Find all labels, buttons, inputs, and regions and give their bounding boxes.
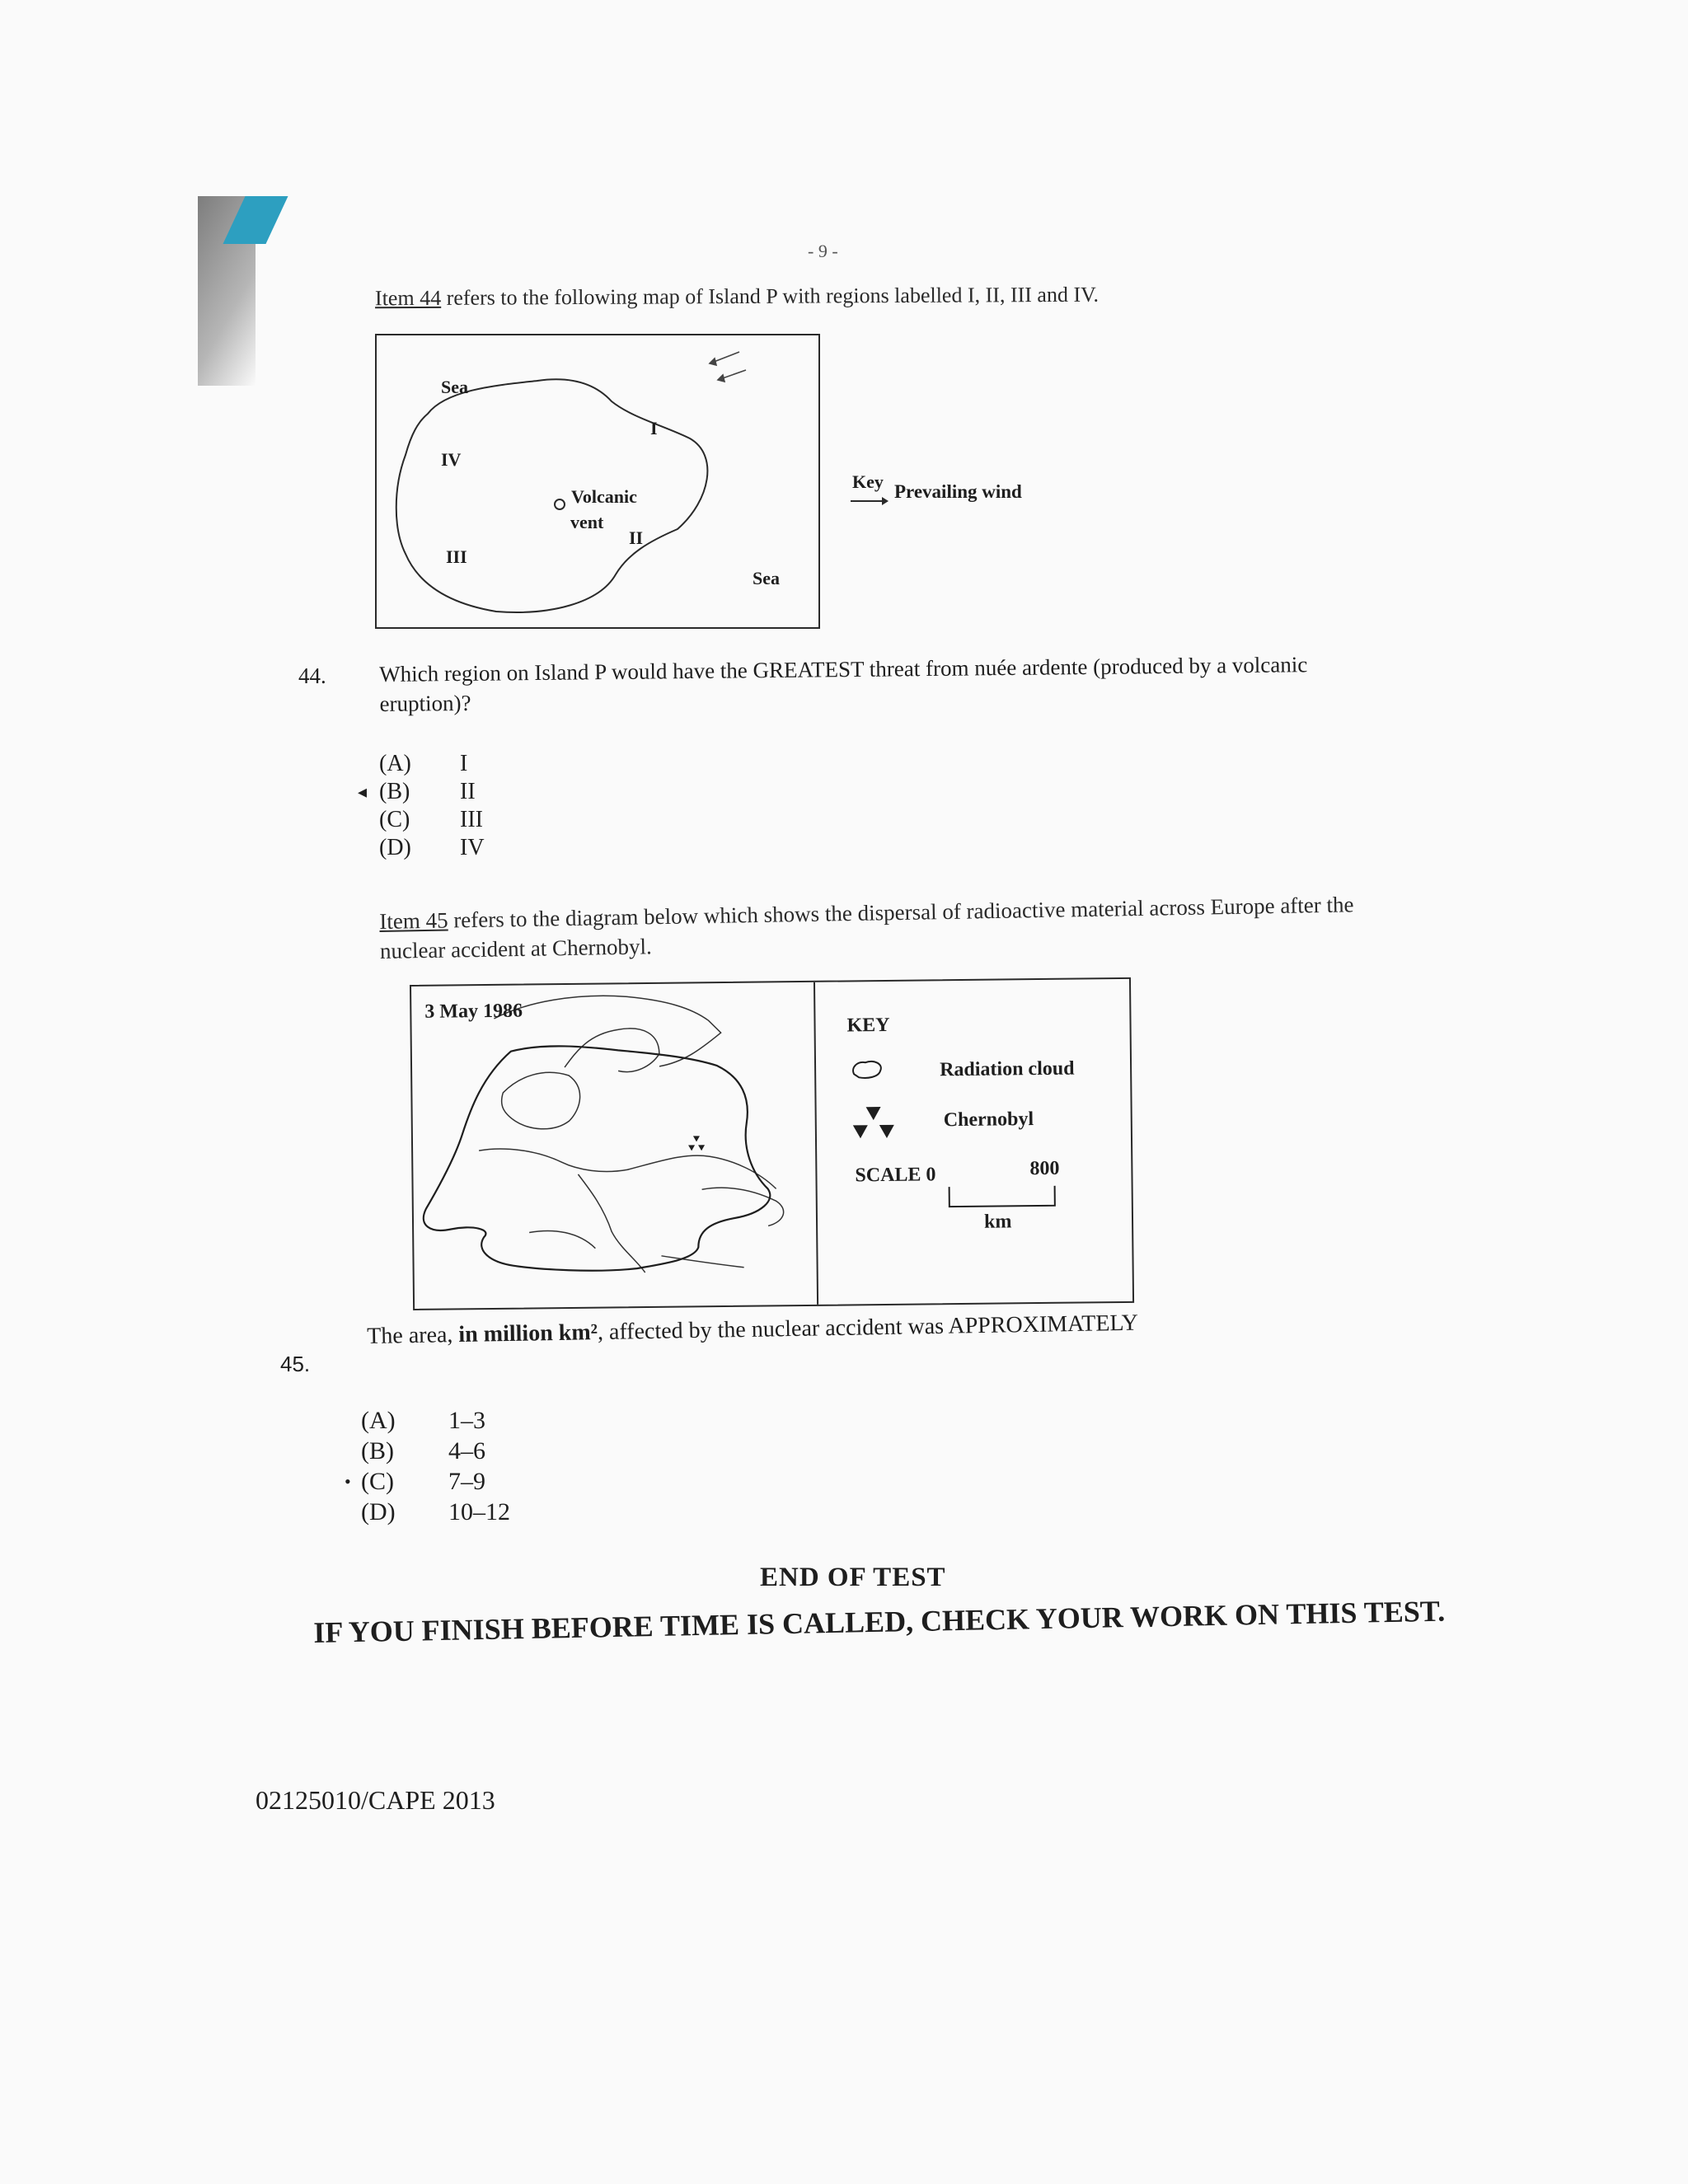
option-letter: (A) xyxy=(379,751,411,776)
scale-max: 800 xyxy=(1029,1157,1060,1180)
item45-intro-text: refers to the diagram below which shows the dispersal of radioactive material across Europe after the nuclear accident at Chernobyl. xyxy=(379,892,1354,963)
q45-text-bold: in million km² xyxy=(458,1319,598,1348)
q44-option-a[interactable] xyxy=(379,750,485,778)
option-letter: (C) xyxy=(379,807,410,832)
q45-option-c[interactable] xyxy=(345,1466,510,1497)
scale-unit: km xyxy=(983,1211,1012,1233)
island-key-title: Key xyxy=(852,471,884,492)
paper-code: 02125010/CAPE 2013 xyxy=(256,1785,495,1815)
map-sea-top: Sea xyxy=(441,377,468,397)
q44-options xyxy=(358,750,485,862)
option-letter: (A) xyxy=(361,1407,396,1434)
diagram-date: 3 May 1986 xyxy=(424,1000,523,1023)
q44-number: 44. xyxy=(298,663,326,688)
item45-ref: Item 45 xyxy=(379,907,448,934)
option-letter: (D) xyxy=(379,835,411,860)
q45-option-d[interactable] xyxy=(361,1497,510,1527)
option-value: 10–12 xyxy=(448,1498,510,1526)
map-region-I: I xyxy=(650,418,658,438)
item44-ref: Item 44 xyxy=(374,285,442,311)
page-number: - 9 - xyxy=(808,241,838,261)
wind-arrow-icon xyxy=(849,494,890,508)
option-value: I xyxy=(460,751,468,776)
q44-option-b[interactable] xyxy=(358,778,485,806)
option-value: II xyxy=(460,779,476,804)
q45-option-a[interactable] xyxy=(361,1405,510,1436)
diagram-key-title: KEY xyxy=(846,1014,890,1037)
option-value: III xyxy=(460,807,483,832)
scale-bar xyxy=(948,1184,1058,1210)
island-key-wind: Prevailing wind xyxy=(894,481,1022,502)
q44-option-c[interactable] xyxy=(379,806,485,834)
map-vent-label-2: vent xyxy=(570,512,604,532)
q45-option-b[interactable] xyxy=(361,1436,510,1466)
item44-intro-text: refers to the following map of Island P with regions labelled I, II, III and IV. xyxy=(441,282,1100,310)
volcanic-vent-icon xyxy=(555,499,565,509)
radiation-cloud-icon xyxy=(849,1057,885,1080)
q45-text xyxy=(367,1310,1138,1350)
q45-options xyxy=(345,1405,510,1527)
item45-intro xyxy=(379,889,1394,966)
europe-map xyxy=(411,982,817,1309)
map-region-III: III xyxy=(446,546,467,567)
option-letter: (B) xyxy=(379,779,410,804)
map-region-IV: IV xyxy=(441,449,462,470)
map-sea-bottom: Sea xyxy=(753,568,780,588)
chernobyl-marker-icon xyxy=(688,1136,705,1151)
option-value: IV xyxy=(460,835,485,860)
scale-label: SCALE 0 xyxy=(855,1164,936,1187)
q45-text-post: , affected by the nuclear accident was APPROXIMATELY xyxy=(597,1310,1139,1346)
option-value: 4–6 xyxy=(448,1437,485,1465)
answer-mark-icon: • xyxy=(345,1471,351,1492)
finish-note: IF YOU FINISH BEFORE TIME IS CALLED, CHECK YOUR WORK ON THIS TEST. xyxy=(313,1594,1446,1649)
option-letter: (D) xyxy=(361,1498,396,1526)
map-vent-label: Volcanic xyxy=(571,486,637,507)
q45-text-pre: The area, xyxy=(367,1322,459,1349)
option-letter: (B) xyxy=(361,1437,394,1465)
q44-text: Which region on Island P would have the GREATEST threat from nuée ardente (produced by a volcanic eruption)? xyxy=(379,652,1308,716)
option-value: 7–9 xyxy=(448,1468,485,1495)
answer-mark-icon: ◂ xyxy=(358,781,368,802)
key-chernobyl: Chernobyl xyxy=(943,1108,1034,1132)
chernobyl-key-icon xyxy=(848,1105,898,1142)
q44-option-d[interactable] xyxy=(379,834,485,862)
island-map xyxy=(375,334,820,629)
end-of-test: END OF TEST xyxy=(760,1563,946,1592)
item44-intro xyxy=(375,280,1099,314)
q45-number: 45. xyxy=(280,1352,311,1376)
map-region-II: II xyxy=(629,527,644,548)
chernobyl-diagram xyxy=(410,977,1134,1310)
key-radiation-cloud: Radiation cloud xyxy=(939,1057,1075,1081)
option-value: 1–3 xyxy=(448,1407,485,1434)
option-letter: (C) xyxy=(361,1468,394,1495)
